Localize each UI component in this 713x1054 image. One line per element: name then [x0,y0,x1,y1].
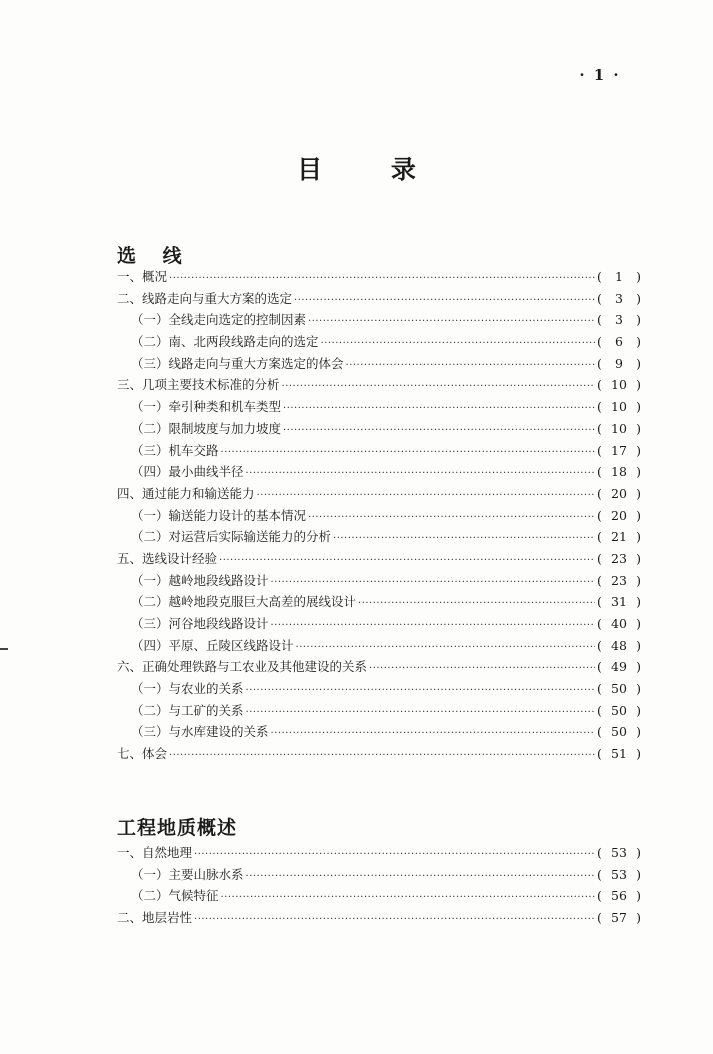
toc-entry-title: 一、自然地理 [117,845,193,860]
toc-entry-page: ( 18 ) [597,461,641,483]
toc-entry-title: 七、体会 [117,746,168,762]
toc-entry[interactable] [117,461,641,483]
toc-page-number: 31 [611,594,627,610]
page-number: · 1 · [579,66,621,84]
toc-page-number: 48 [611,637,627,653]
toc-entry-title: （三）河谷地段线路设计 [131,616,269,631]
toc-entry[interactable] [117,483,641,505]
toc-entry-page: ( 50 ) [597,721,641,743]
toc-entry-page: ( 53 ) [597,864,641,886]
toc-entry-title: （二）对运营后实际输送能力的分析 [131,529,332,545]
toc-page-number: 10 [611,377,627,393]
toc-entry-title: 五、选线设计经验 [117,550,218,566]
toc-entry[interactable] [117,885,641,907]
toc-page-number: 50 [611,681,627,697]
toc-page-number: 20 [611,507,627,523]
toc-list-geology [117,842,641,929]
toc-entry[interactable] [117,374,641,396]
toc-dot-leader [169,268,595,290]
toc-entry[interactable] [117,907,641,929]
toc-dot-leader [271,572,595,594]
page-title: 目 录 [297,155,446,184]
toc-entry-title: 二、地层岩性 [117,910,193,926]
toc-entry-page: ( 17 ) [597,440,641,462]
toc-entry[interactable] [117,526,641,548]
toc-entry-title: 一、概况 [117,269,168,284]
toc-dot-leader [333,528,595,550]
toc-page-number: 10 [611,420,627,436]
toc-dot-leader [221,887,595,909]
toc-entry-title: （二）气候特征 [131,888,219,904]
toc-page-number: 3 [615,312,623,328]
toc-entry-page: ( 31 ) [597,591,641,613]
toc-entry-title: （一）越岭地段线路设计 [131,572,269,588]
toc-dot-leader [194,844,595,866]
toc-entry-title: 六、正确处理铁路与工农业及其他建设的关系 [117,659,368,675]
toc-entry[interactable] [117,288,641,310]
toc-entry[interactable] [117,591,641,613]
toc-entry-title: 四、通过能力和输送能力 [117,485,255,501]
toc-entry-title: （三）线路走向与重大方案选定的体会 [131,355,344,371]
toc-dot-leader [271,723,595,745]
toc-entry[interactable] [117,331,641,353]
toc-dot-leader [321,333,595,355]
toc-dot-leader [283,398,595,420]
toc-page-number: 9 [615,355,623,371]
toc-dot-leader [246,866,595,888]
toc-entry-page: ( 10 ) [597,396,641,418]
toc-entry[interactable] [117,266,641,288]
toc-entry-page: ( 10 ) [597,374,641,396]
toc-page-number: 53 [611,845,627,860]
toc-entry[interactable] [117,635,641,657]
toc-page-number: 50 [611,702,627,718]
section-heading-xuanxian: 选 线 [117,245,192,267]
toc-entry-title: （四）平原、丘陵区线路设计 [131,637,294,653]
toc-entry-page: ( 51 ) [597,743,641,765]
toc-page-number: 10 [611,399,627,415]
toc-entry-title: （二）越岭地段克服巨大高差的展线设计 [131,594,357,610]
toc-entry-page: ( 23 ) [597,548,641,570]
toc-dot-leader [221,442,595,464]
toc-dot-leader [194,909,595,931]
toc-dot-leader [283,420,595,442]
toc-page-number: 49 [611,659,627,675]
toc-entry-page: ( 10 ) [597,418,641,440]
toc-entry-title: （一）主要山脉水系 [131,866,244,882]
toc-dot-leader [219,550,595,572]
toc-dot-leader [282,376,595,398]
toc-entry-title: （一）与农业的关系 [131,681,244,697]
toc-dot-leader [271,615,595,637]
toc-entry-title: （一）输送能力设计的基本情况 [131,507,307,523]
toc-entry[interactable] [117,721,641,743]
toc-page-number: 17 [611,442,627,458]
toc-entry-title: 二、线路走向与重大方案的选定 [117,290,293,306]
toc-dot-leader [169,745,595,767]
toc-list-xuanxian [117,266,641,765]
toc-entry[interactable] [117,700,641,722]
toc-entry-title: （四）最小曲线半径 [131,464,244,480]
toc-entry-page: ( 6 ) [597,331,641,353]
toc-entry-title: （二）限制坡度与加力坡度 [131,420,282,436]
toc-entry-page: ( 9 ) [597,353,641,375]
toc-page-number: 40 [611,616,627,631]
toc-page-number: 21 [611,529,627,545]
toc-entry-page: ( 57 ) [597,907,641,929]
toc-entry[interactable] [117,570,641,592]
toc-dot-leader [346,355,595,377]
toc-entry-page: ( 53 ) [597,842,641,864]
toc-entry[interactable] [117,505,641,527]
toc-dot-leader [358,593,595,615]
toc-entry[interactable] [117,548,641,570]
toc-entry-title: （一）牵引种类和机车类型 [131,399,282,415]
toc-entry[interactable] [117,678,641,700]
toc-page-number: 57 [611,910,627,926]
toc-entry-title: （三）机车交路 [131,442,219,458]
toc-entry-page: ( 40 ) [597,613,641,635]
toc-dot-leader [246,680,595,702]
toc-page-number: 6 [615,334,623,350]
toc-entry[interactable] [117,396,641,418]
toc-entry[interactable] [117,864,641,886]
toc-page-number: 50 [611,724,627,740]
toc-entry[interactable] [117,613,641,635]
toc-entry-page: ( 50 ) [597,678,641,700]
toc-dot-leader [246,702,595,724]
toc-entry[interactable] [117,440,641,462]
toc-dot-leader [369,658,595,680]
toc-entry-title: 三、几项主要技术标准的分析 [117,377,280,393]
toc-entry-page: ( 3 ) [597,309,641,331]
toc-entry-title: （二）南、北两段线路走向的选定 [131,334,319,350]
toc-entry-page: ( 1 ) [597,266,641,288]
toc-dot-leader [294,290,595,312]
toc-entry-page: ( 23 ) [597,570,641,592]
toc-page-number: 53 [611,866,627,882]
toc-dot-leader [308,311,595,333]
toc-entry[interactable] [117,743,641,765]
toc-dot-leader [296,637,595,659]
scan-edge-mark [0,648,8,650]
toc-dot-leader [257,485,595,507]
toc-entry-page: ( 48 ) [597,635,641,657]
toc-entry-title: （三）与水库建设的关系 [131,724,269,740]
toc-entry[interactable] [117,309,641,331]
toc-page-number: 20 [611,485,627,501]
toc-entry-title: （一）全线走向选定的控制因素 [131,312,307,328]
toc-page-number: 3 [615,290,623,306]
toc-entry-title: （二）与工矿的关系 [131,702,244,718]
toc-page-number: 23 [611,550,627,566]
toc-dot-leader [246,463,595,485]
toc-entry[interactable] [117,842,641,864]
toc-dot-leader [308,507,595,529]
toc-page-number: 23 [611,572,627,588]
toc-entry-page: ( 49 ) [597,656,641,678]
toc-page-number: 18 [611,464,627,480]
toc-entry[interactable] [117,353,641,375]
toc-page-number: 56 [611,888,627,904]
toc-entry-page: ( 20 ) [597,483,641,505]
toc-page-number: 1 [615,269,623,284]
toc-entry-page: ( 21 ) [597,526,641,548]
toc-page-number: 51 [611,746,627,762]
toc-entry-page: ( 50 ) [597,700,641,722]
toc-entry[interactable] [117,418,641,440]
section-heading-geology: 工程地质概述 [117,817,238,839]
toc-entry[interactable] [117,656,641,678]
toc-entry-page: ( 3 ) [597,288,641,310]
toc-entry-page: ( 20 ) [597,505,641,527]
toc-entry-page: ( 56 ) [597,885,641,907]
